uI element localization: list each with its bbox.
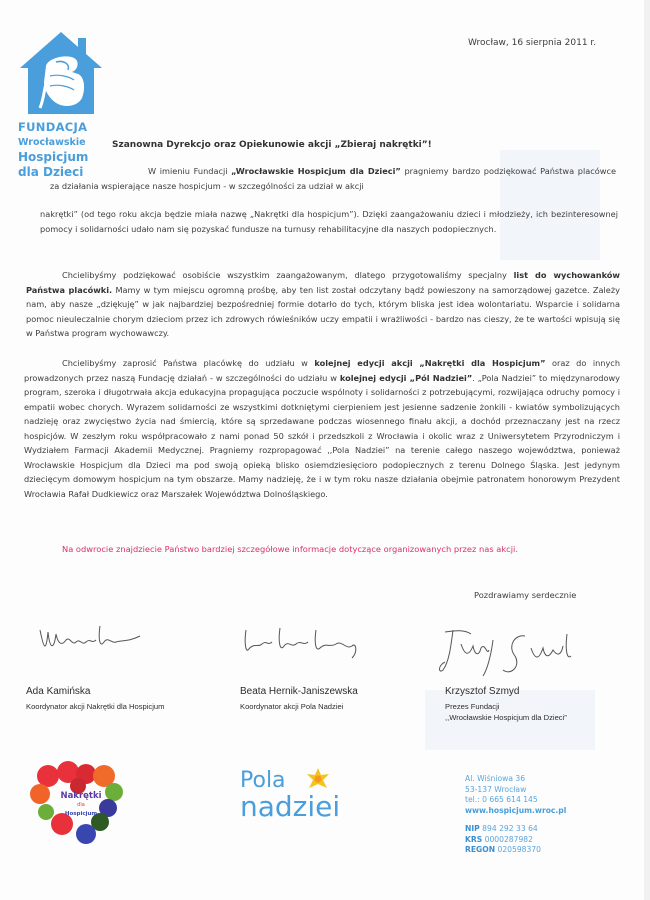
signer-3-role: Prezes Fundacji xyxy=(445,702,500,711)
logo-line-hospicjum: Hospicjum xyxy=(18,150,89,164)
contact-city: 53-137 Wrocław xyxy=(465,784,527,794)
p1-pre: W imieniu Fundacji xyxy=(148,166,232,176)
nakretki-logo-line2: dla xyxy=(77,802,85,808)
p2-bold: list do wychowanków Państwa placówki. xyxy=(26,270,620,295)
reverse-side-note: Na odwrocie znajdziecie Państwo bardziej szczegółowe informacje dotyczące organizowanych przez nas akcji. xyxy=(62,544,518,554)
signature-ada-kaminska xyxy=(36,620,146,660)
contact-street: Al. Wiśniowa 36 xyxy=(465,774,526,783)
p1-post: pragniemy bardzo podziękować Państwa placówce za działania wspierające nasze hospicjum - w szczególności za udział w akcji xyxy=(50,166,616,191)
p3-bold-pol-nadziei: kolejnej edycji „Pól Nadziei” xyxy=(339,372,473,383)
nip-label: NIP xyxy=(465,824,480,833)
signer-2-name: Beata Hernik-Janiszewska xyxy=(240,686,358,697)
regon-label: REGON xyxy=(465,845,496,854)
paragraph-3 xyxy=(24,356,620,501)
p3-bold-nakretki: kolejnej edycji akcji „Nakrętki dla Hospicjum” xyxy=(314,358,546,368)
nakretki-dla-hospicjum-logo xyxy=(26,758,126,846)
nakretki-logo-line1: Nakrętki xyxy=(60,791,102,801)
contact-phone: tel.: 0 665 614 145 xyxy=(465,795,538,804)
paragraph-1-part-a xyxy=(50,164,616,193)
p3-mid: oraz do innych prowadzonych przez naszą Fundację działań - w szczególności do udziału w xyxy=(24,358,621,383)
pola-logo-line1: Pola xyxy=(240,768,286,793)
contact-krs xyxy=(465,835,566,846)
signature-krzysztof-szmyd xyxy=(435,626,585,678)
logo-line-fundacja: FUNDACJA xyxy=(18,120,88,134)
nakretki-logo-line3: Hospicjum xyxy=(64,811,98,817)
pola-nadziei-logo xyxy=(240,770,340,822)
letter-greeting: Szanowna Dyrekcjo oraz Opiekunowie akcji „Zbieraj nakrętki”! xyxy=(112,140,432,150)
daffodil-icon xyxy=(306,768,330,790)
house-hand-icon xyxy=(18,28,104,118)
krs-value: 0000287982 xyxy=(484,834,533,844)
nip-value: 894 292 33 64 xyxy=(482,824,538,833)
signer-2-role: Koordynator akcji Pola Nadziei xyxy=(240,702,344,711)
regon-value: 020598370 xyxy=(497,845,541,854)
logo-line-wroclawskie: Wrocławskie xyxy=(18,137,86,148)
paragraph-2 xyxy=(26,268,620,341)
paragraph-1-part-b: nakrętki” (od tego roku akcja będzie miała nazwę „Nakrętki dla hospicjum”). Dzięki zaangażowaniu dzieci i młodzieży, ich bezinteresownej pomocy i solidarności udało nam się pozyskać fundusze na turnusy rehabilitacyjne dla naszych podopiecznych. xyxy=(40,209,618,234)
closing-phrase: Pozdrawiamy serdecznie xyxy=(474,590,577,600)
p3-post: . „Pola Nadziei” to międzynarodowy program, szeroka i długotrwała akcja edukacyjna propagująca poczucie wspólnoty i solidarności z potrzebującymi, rozwijająca odruchy pomocy i empatii wobec chorych. Wyrazem solidarności ze wszystkimi dotkniętymi cierpieniem jest jesienne sadzenie żonkili - kwiatów symbolizujących nadzieję oraz zwycięstwo życia nad śmiercią, które są sprzedawane podczas wiosennego finału akcji, a dochód przeznaczany jest na rzecz hospicjów. W zeszłym roku współpracowało z nami ponad 50 szkół i przedszkoli z Wrocławia i okolic wraz z Uniwersytetem Przyrodniczym i Wydziałem Farmacji Akademii Medycznej. Pragniemy rozpropagować ,,Pola Nadziei” na terenie całego naszego województwa, ponieważ Wrocławskie Hospicjum dla Dzieci ma pod swoją opieką blisko osiemdziesięcioro podopiecznych z terenu Dolnego Śląska. Jest jedynym dziecięcym domowym hospicjum na tym obszarze. Mamy nadzieję, że i w tym roku nasze działania obejmie patronatem honorowym Prezydent Wrocławia Rafał Dudkiewicz oraz Marszałek Województwa Dolnośląskiego. xyxy=(24,372,620,499)
signer-1-name: Ada Kamińska xyxy=(26,686,91,697)
contact-website-link[interactable]: www.hospicjum.wroc.pl xyxy=(465,805,567,815)
foundation-logo xyxy=(18,28,110,180)
pola-logo-line2: nadziei xyxy=(240,790,341,823)
contact-nip xyxy=(465,824,566,835)
letter-date: Wrocław, 16 sierpnia 2011 r. xyxy=(468,38,597,48)
signer-3-name: Krzysztof Szmyd xyxy=(445,686,520,697)
logo-line-dla-dzieci: dla Dzieci xyxy=(18,165,84,179)
p3-pre: Chcielibyśmy zaprosić Państwa placówkę do udziału w xyxy=(62,358,315,368)
p1-foundation-name: „Wrocławskie Hospicjum dla Dzieci” xyxy=(231,166,401,176)
signature-beata-hernik xyxy=(240,622,370,662)
foundation-contact xyxy=(465,774,566,856)
page-edge-shadow xyxy=(644,0,650,900)
p2-post: Mamy w tym miejscu ogromną prośbę, aby ten list został odczytany bądź powieszony na samorządowej gazetce. Zależy nam, aby nasze „dziękuję” w jak najbardziej bezpośredniej formie dotarło do tych, którym bliska jest idea wolontariatu. Wsparcie i solidarna pomoc nieuleczalnie chorym dzieciom przez ich zdrowych rówieśników uczy empatii i wrażliwości - bardzo nas cieszy, że te wartości wpisują się w Państwa program wychowawczy. xyxy=(26,284,620,338)
contact-regon xyxy=(465,845,566,856)
p2-pre: Chcielibyśmy podziękować osobiście wszystkim zaangażowanym, dlatego przygotowaliśmy specjalny xyxy=(62,270,514,280)
signer-3-role-org: ,,Wrocławskie Hospicjum dla Dzieci” xyxy=(445,713,567,722)
signer-1-role: Koordynator akcji Nakrętki dla Hospicjum xyxy=(26,702,165,711)
krs-label: KRS xyxy=(465,834,483,844)
